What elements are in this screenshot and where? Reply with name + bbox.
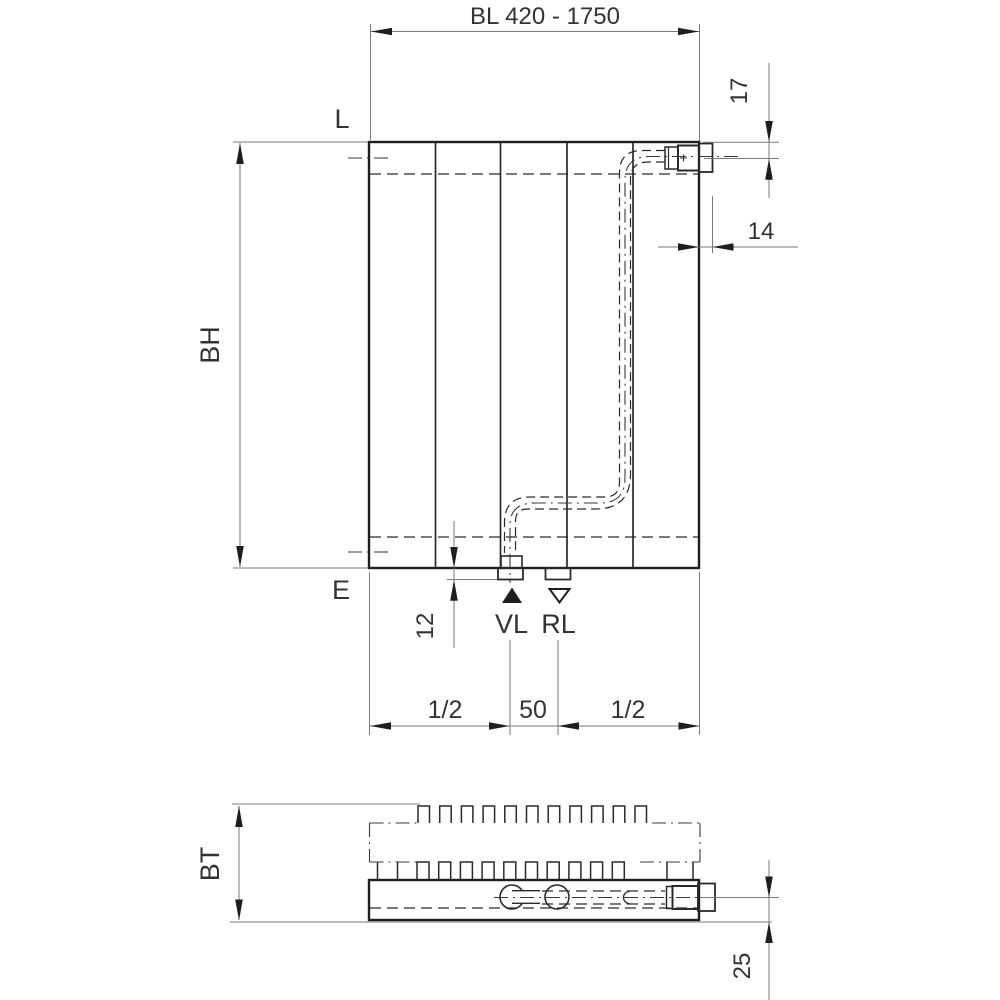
- arrow-left-icon: [371, 28, 392, 36]
- return-stub: [546, 568, 571, 580]
- arrow-left-icon: [370, 722, 391, 730]
- dim-half-left-label: 1/2: [427, 696, 463, 724]
- bh-dimension-label: BH: [195, 326, 225, 364]
- valve-fitting-top-right: [665, 144, 713, 173]
- dim-14: [658, 196, 798, 253]
- front-view: [195, 3, 798, 735]
- top-level-label: L: [334, 104, 350, 134]
- bottom-view: [195, 804, 779, 1000]
- dim-17-label: 17: [726, 77, 753, 105]
- dim-14-label: 14: [747, 218, 775, 245]
- pipe-centerline: [510, 157, 738, 584]
- arrow-left-icon: [713, 243, 734, 251]
- connection-bosses: [494, 885, 700, 909]
- dim-12-label: 12: [412, 612, 439, 640]
- dim-half-right-label: 1/2: [610, 696, 646, 724]
- fin-boundary-left: [370, 823, 419, 862]
- supply-label: VL: [494, 609, 529, 639]
- dim-17: [703, 63, 779, 198]
- dim-25: [700, 860, 779, 1000]
- fin-row-back: [418, 806, 647, 823]
- internal-pipe: [505, 151, 739, 584]
- arrow-up-icon: [235, 806, 243, 827]
- dim-bl: [371, 3, 700, 141]
- arrow-right-icon: [489, 722, 510, 730]
- radiator-outline: [369, 142, 699, 568]
- supply-triangle-icon: [502, 588, 522, 604]
- arrow-up-icon: [765, 922, 773, 943]
- arrow-up-icon: [765, 159, 773, 180]
- bl-dimension-label: BL 420 - 1750: [470, 3, 620, 30]
- return-triangle-icon: [550, 589, 570, 603]
- panel-dividers: [436, 142, 634, 568]
- pipe-wall-inner: [516, 162, 666, 553]
- arrow-down-icon: [236, 546, 244, 567]
- connection-labels: [495, 588, 576, 640]
- pipe-wall-outer: [505, 151, 666, 554]
- arrow-down-icon: [450, 547, 458, 568]
- valve-center-mark: [680, 155, 687, 162]
- dim-bh: [195, 142, 368, 568]
- bt-dimension-label: BT: [195, 846, 225, 882]
- arrow-right-icon: [678, 28, 699, 36]
- arrow-up-icon: [236, 143, 244, 164]
- arrow-up-icon: [450, 580, 458, 601]
- valve-tail-piece: [699, 144, 713, 173]
- bottom-level-label: E: [331, 575, 351, 605]
- arrow-right-icon: [678, 243, 699, 251]
- arrow-right-icon: [679, 722, 700, 730]
- arrow-down-icon: [765, 121, 773, 142]
- dim-12: [412, 521, 497, 648]
- arrow-left-icon: [558, 722, 579, 730]
- arrow-down-icon: [235, 900, 243, 921]
- arrow-down-icon: [765, 877, 773, 898]
- dim-25-label: 25: [729, 952, 756, 980]
- supply-pipe-collar: [501, 556, 522, 568]
- fin-row-front: [417, 862, 624, 880]
- return-label: RL: [541, 609, 576, 639]
- fin-ticks: [378, 862, 694, 880]
- valve-nut: [665, 147, 678, 169]
- dim-50-label: 50: [519, 696, 547, 724]
- dim-bottom-chain: [370, 572, 701, 735]
- fin-boundary-right: [640, 823, 700, 862]
